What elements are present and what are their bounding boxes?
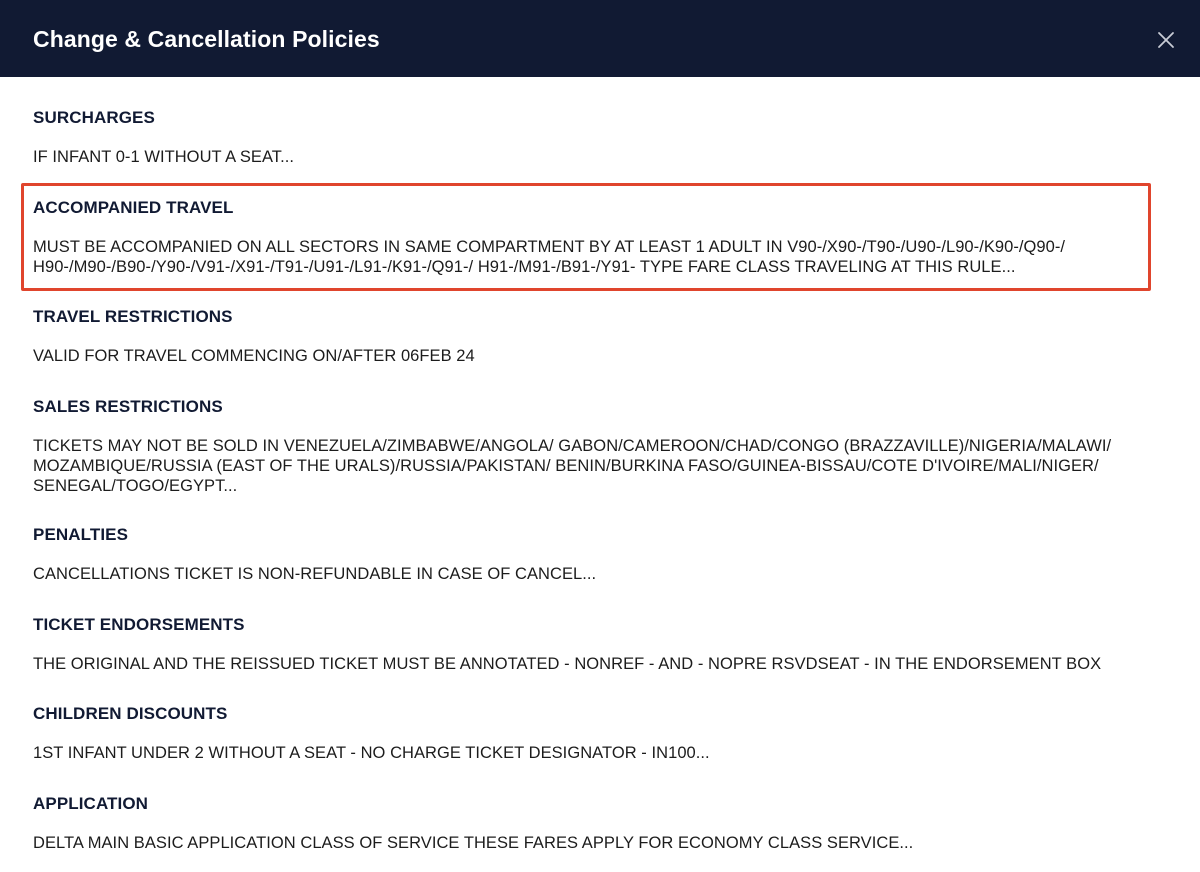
section-heading: TRAVEL RESTRICTIONS [33,307,233,326]
close-icon [1154,28,1178,52]
section-heading: APPLICATION [33,794,149,813]
section-text: VALID FOR TRAVEL COMMENCING ON/AFTER 06FEB 24 [33,347,475,365]
section-penalties [33,525,1160,584]
section-heading: SALES RESTRICTIONS [33,397,223,416]
section-surcharges [33,108,1160,167]
section-accompanied-travel [33,198,1160,277]
section-sales-restrictions [33,397,1160,496]
modal-title: Change & Cancellation Policies [33,26,380,52]
section-text: MUST BE ACCOMPANIED ON ALL SECTORS IN SAME COMPARTMENT BY AT LEAST 1 ADULT IN V90-/X90-/T90-/U90-/L90-/K90-/Q90-/ H90-/M90-/B90-/Y90-/V91-/X91-/T91-/U91-/L91-/K91-/Q91-/ H91-/M91-/B91-/Y91- TYPE FARE CLASS TRAVELING AT THIS RULE... [33,238,1066,276]
section-text: DELTA MAIN BASIC APPLICATION CLASS OF SERVICE THESE FARES APPLY FOR ECONOMY CLASS SERVICE... [33,834,914,852]
modal-header [0,0,1200,77]
section-text: THE ORIGINAL AND THE REISSUED TICKET MUST BE ANNOTATED - NONREF - AND - NOPRE RSVDSEAT - IN THE ENDORSEMENT BOX [33,655,1102,673]
section-application [33,794,1160,853]
section-heading: SURCHARGES [33,108,155,127]
section-heading: PENALTIES [33,525,129,544]
section-text: IF INFANT 0-1 WITHOUT A SEAT... [33,148,295,166]
close-button[interactable] [1154,28,1178,52]
section-ticket-endorsements [33,615,1160,674]
section-heading: TICKET ENDORSEMENTS [33,615,245,634]
section-heading: ACCOMPANIED TRAVEL [33,198,234,217]
section-children-discounts [33,704,1160,763]
section-heading: CHILDREN DISCOUNTS [33,704,228,723]
section-text: 1ST INFANT UNDER 2 WITHOUT A SEAT - NO CHARGE TICKET DESIGNATOR - IN100... [33,744,710,762]
section-text: TICKETS MAY NOT BE SOLD IN VENEZUELA/ZIMBABWE/ANGOLA/ GABON/CAMEROON/CHAD/CONGO (BRAZZAVILLE)/NIGERIA/MALAWI/ MOZAMBIQUE/RUSSIA (EAST OF THE URALS)/RUSSIA/PAKISTAN/ BENIN/BURKINA FASO/GUINEA-BISSAU/COTE D'IVOIRE/MALI/NIGER/ SENEGAL/TOGO/EGYPT... [33,437,1112,495]
section-travel-restrictions [33,307,1160,366]
section-text: CANCELLATIONS TICKET IS NON-REFUNDABLE IN CASE OF CANCEL... [33,565,597,583]
